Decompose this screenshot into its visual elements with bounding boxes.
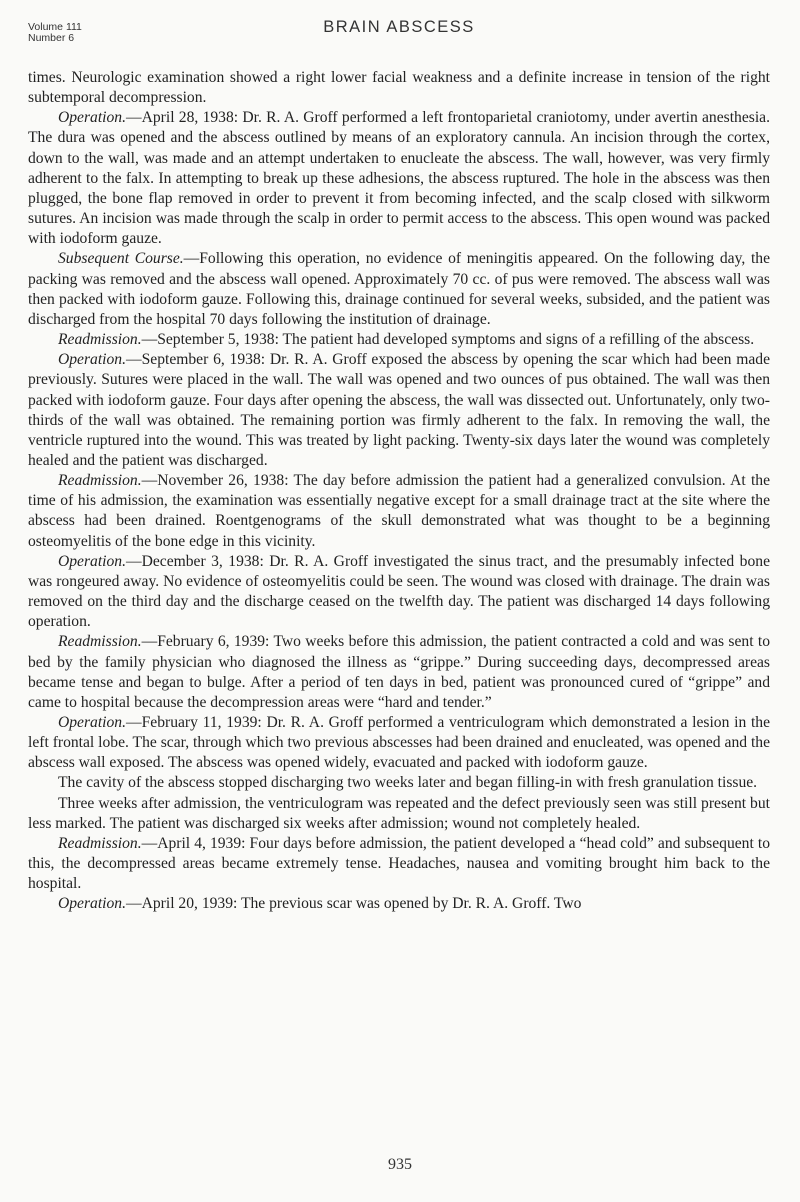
paragraph-subsequent-course: Subsequent Course.—Following this operation, no evidence of meningitis appeared. On the following day, the packing was removed and the abscess wall opened. Approximately 70 cc. of pus were removed. The abscess wall was then packed with iodoform gauze. Following this, drainage continued for several weeks, subsided, and the patient was discharged from the hospital 70 days following the institution of drainage. xyxy=(28,250,770,328)
volume-label: Volume 111 xyxy=(28,21,82,33)
running-title: BRAIN ABSCESS xyxy=(323,18,475,36)
paragraph-operation-apr-28: Operation.—April 28, 1938: Dr. R. A. Groff performed a left frontoparietal craniotomy, under avertin anesthesia. The dura was opened and the abscess outlined by means of an exploratory cannula. An incision through the cortex, down to the wall, was made and an attempt undertaken to enucleate the abscess. The wall, however, was very firmly adherent to the falx. In attempting to break up these adhesions, the abscess ruptured. The hole in the abscess was then plugged, the bone flap removed in order to prevent it from becoming infected, and the scalp closed with silkworm sutures. An incision was made through the scalp in order to permit access to the abscess. This open wound was packed with iodoform gauze. xyxy=(28,109,770,248)
page-number: 935 xyxy=(388,1156,412,1173)
paragraph-operation-apr-20: Operation.—April 20, 1939: The previous scar was opened by Dr. R. A. Groff. Two xyxy=(58,895,582,913)
paragraph-readmission-sep-5: Readmission.—September 5, 1938: The patient had developed symptoms and signs of a refilling of the abscess. xyxy=(58,331,755,349)
paragraph-heading: Subsequent Course. xyxy=(58,250,184,268)
article-body xyxy=(28,68,770,915)
paragraph-cavity: The cavity of the abscess stopped discharging two weeks later and began filling-in with fresh granulation tissue. xyxy=(58,774,758,792)
paragraph-heading: Readmission. xyxy=(58,472,142,490)
paragraph-readmission-apr-4: Readmission.—April 4, 1939: Four days before admission, the patient developed a “head cold” and subsequent to this, the decompressed areas became extremely tense. Headaches, nausea and vomiting brought him back to the hospital. xyxy=(28,834,770,893)
paragraph-operation-sep-6: Operation.—September 6, 1938: Dr. R. A. Groff exposed the abscess by opening the scar which had been made previously. Sutures were placed in the wall. The wall was opened and two ounces of pus obtained. The wall was then packed with iodoform gauze. Four days after opening the abscess, the wall was dissected out. Unfortunately, only two-thirds of the wall was obtained. The remaining portion was firmly adherent to the falx. In removing the wall, the ventricle ruptured into the wound. This was treated by light packing. Twenty-six days later the wound was completely healed and the patient was discharged. xyxy=(28,351,770,469)
paragraph-operation-dec-3: Operation.—December 3, 1938: Dr. R. A. Groff investigated the sinus tract, and the presumably infected bone was rongeured away. No evidence of osteomyelitis could be seen. The wound was closed with drainage. The drain was removed on the third day and the discharge ceased on the twelfth day. The patient was discharged 14 days following operation. xyxy=(28,552,770,631)
paragraph-heading: Readmission. xyxy=(58,331,142,349)
paragraph-readmission-nov-26: Readmission.—November 26, 1938: The day before admission the patient had a generalized convulsion. At the time of his admission, the examination was essentially negative except for a small drainage tract at the site where the abscess had been drained. Roentgenograms of the skull demonstrated what was thought to be a beginning osteomyelitis of the bone edge in this vicinity. xyxy=(28,472,770,550)
paragraph-operation-feb-11: Operation.—February 11, 1939: Dr. R. A. Groff performed a ventriculogram which demonstrated a lesion in the left frontal lobe. The scar, through which two previous abscesses had been drained and enucleated, was opened and the abscess wall exposed. The abscess was opened widely, evacuated and packed with iodoform gauze. xyxy=(28,714,770,772)
paragraph-three-weeks: Three weeks after admission, the ventriculogram was repeated and the defect previously seen was still present but less marked. The patient was discharged six weeks after admission; wound not completely healed. xyxy=(28,794,770,832)
paragraph-heading: Operation. xyxy=(58,109,127,127)
paragraph-heading: Operation. xyxy=(58,351,127,369)
page xyxy=(28,18,770,915)
paragraph-heading: Readmission. xyxy=(58,633,142,651)
paragraph-heading: Operation. xyxy=(58,552,127,570)
paragraph-readmission-feb-6: Readmission.—February 6, 1939: Two weeks before this admission, the patient contracted a cold and was sent to bed by the family physician who diagnosed the illness as “grippe.” During succeeding days, decompressed areas became tense and began to bulge. After a period of ten days in bed, patient was pronounced cured of “grippe” and came to hospital because the decompression areas were “hard and tender.” xyxy=(28,633,770,711)
paragraph-heading: Operation. xyxy=(58,714,127,731)
issue-number: Number 6 xyxy=(28,32,75,44)
paragraph-heading: Operation. xyxy=(58,895,127,913)
paragraph-continuation: times. Neurologic examination showed a right lower facial weakness and a definite increase in tension of the right subtemporal decompression. xyxy=(28,69,770,107)
paragraph-heading: Readmission. xyxy=(58,834,142,852)
page-header xyxy=(28,18,770,68)
